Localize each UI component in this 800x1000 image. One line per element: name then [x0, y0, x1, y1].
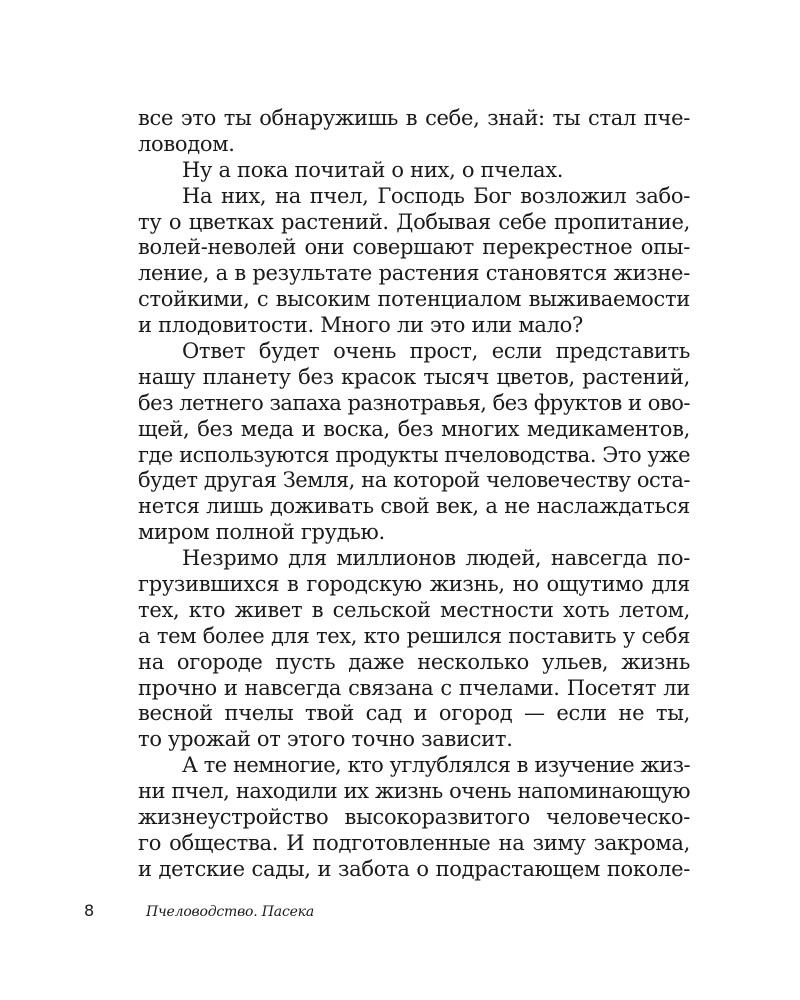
running-title: Пчеловодство. Пасека: [146, 904, 314, 920]
text-line: грузившихся в городскую жизнь, но ощутимо для: [138, 572, 690, 597]
text-line: на огороде пусть даже несколько ульев, жизнь: [138, 649, 690, 674]
text-line: нашу планету без красок тысяч цветов, растений,: [138, 364, 690, 389]
text-line: все это ты обнаружишь в себе, знай: ты стал пче-: [138, 106, 690, 130]
text-line: а тем более для тех, кто решился поставить у себя: [138, 623, 690, 648]
text-line: Ответ будет очень прост, если представить: [182, 339, 690, 364]
text-line: ни пчел, находили их жизнь очень напоминающую: [138, 779, 690, 804]
text-line: ловодом.: [138, 131, 235, 156]
text-line: А те немногие, кто углублялся в изучение жиз-: [182, 753, 690, 778]
text-line: жизнеустройство высокоразвитого человеческо-: [138, 805, 690, 830]
text-line: Ну а пока почитай о них, о пчелах.: [182, 157, 564, 182]
text-line: то урожай от этого точно зависит.: [138, 727, 513, 752]
text-line: ту о цветках растений. Добывая себе пропитание,: [138, 209, 690, 234]
text-line: волей-неволей они совершают перекрестное опы-: [138, 235, 690, 260]
text-line: щей, без меда и воска, без многих медикаментов,: [138, 416, 690, 441]
text-line: нется лишь доживать свой век, а не наслаждаться: [138, 494, 690, 519]
text-line: ление, а в результате растения становятся жизне-: [138, 261, 690, 286]
text-line: и детские сады, и забота о подрастающем поколе-: [138, 856, 690, 881]
text-line: где используются продукты пчеловодства. Это уже: [138, 442, 690, 467]
text-line: без летнего запаха разнотравья, без фруктов и ово-: [138, 390, 690, 415]
text-line: весной пчелы твой сад и огород — если не ты,: [138, 701, 690, 726]
text-line: миром полной грудью.: [138, 520, 385, 545]
text-line: стойкими, с высоким потенциалом выживаемости: [138, 287, 690, 312]
body-text: [138, 106, 690, 883]
text-line: Незримо для миллионов людей, навсегда по-: [182, 546, 690, 571]
text-line: будет другая Земля, на которой человечеству оста-: [138, 468, 690, 493]
text-line: го общества. И подготовленные на зиму закрома,: [138, 830, 690, 855]
text-line: На них, на пчел, Господь Бог возложил забо-: [182, 183, 690, 208]
text-line: прочно и навсегда связана с пчелами. Посетят ли: [138, 675, 690, 700]
page-number: 8: [84, 901, 95, 920]
text-line: и плодовитости. Много ли это или мало?: [138, 313, 583, 338]
text-line: тех, кто живет в сельской местности хоть летом,: [138, 597, 690, 622]
page-footer: [0, 900, 800, 926]
